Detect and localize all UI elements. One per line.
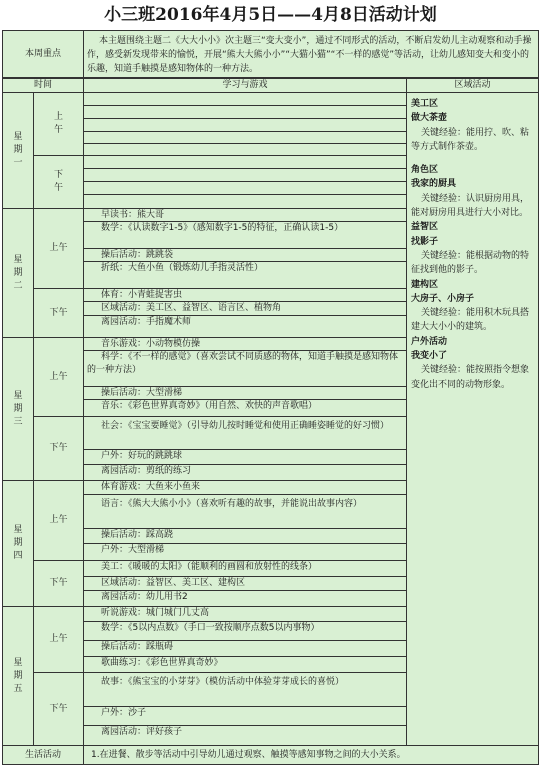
area-heading: 户外活动 bbox=[411, 336, 448, 347]
area-subheading: 我变小了 bbox=[411, 351, 448, 362]
activity-row: 户外：沙子 bbox=[83, 706, 407, 726]
activity-row: 音乐：《彩色世界真奇妙》（用自然、欢快的声音歌唱） bbox=[83, 399, 407, 417]
wed-pm: 下午 bbox=[33, 416, 84, 481]
fri-pm: 下午 bbox=[33, 672, 84, 746]
tue-pm: 下午 bbox=[33, 288, 84, 338]
activity-row: 体育：小青蛙捉害虫 bbox=[83, 288, 407, 302]
fri-am: 上午 bbox=[33, 606, 84, 673]
activity-row: 社会：《宝宝要睡觉》（引导幼儿按时睡觉和使用正确睡姿睡觉的好习惯） bbox=[83, 416, 407, 450]
activity-row: 数学：《5以内点数》（手口一致按顺序点数5以内事物） bbox=[83, 621, 407, 641]
tue-am: 上午 bbox=[33, 208, 84, 289]
empty-row bbox=[83, 105, 407, 119]
activity-row: 操后活动：跳跳袋 bbox=[83, 248, 407, 262]
area-desc: 关键经验：认识厨房用具，能对厨房用具进行大小对比。 bbox=[411, 193, 530, 219]
header-area: 区域活动 bbox=[406, 78, 539, 93]
area-heading: 美工区 bbox=[411, 99, 439, 109]
activity-row: 操后活动：踩瓶碍 bbox=[83, 640, 407, 657]
mon-pm: 下午 bbox=[33, 155, 84, 209]
focus-label: 本周重点 bbox=[2, 30, 84, 78]
header-time: 时间 bbox=[2, 78, 84, 93]
day-mon: 星期一 bbox=[2, 92, 34, 209]
activity-row: 离园活动：手指魔术师 bbox=[83, 315, 407, 338]
empty-row bbox=[83, 181, 407, 195]
activity-row: 音乐游戏：小动物模仿操 bbox=[83, 337, 407, 351]
day-fri: 星期五 bbox=[2, 606, 34, 746]
activity-row: 美工：《暖暖的太阳》（能顺利的画圆和放射性的线条） bbox=[83, 560, 407, 577]
activity-row: 语言：《熊大大熊小小》（喜欢听有趣的故事，并能说出故事内容） bbox=[83, 494, 407, 529]
area-heading: 益智区 bbox=[411, 222, 439, 233]
activity-row: 折纸：大鱼小鱼（锻炼幼儿手指灵活性） bbox=[83, 261, 407, 289]
empty-row bbox=[83, 194, 407, 209]
empty-row bbox=[83, 155, 407, 169]
area-desc: 关键经验：能用拧、吹、粘等方式制作茶壶。 bbox=[411, 127, 530, 152]
activity-row: 体育游戏：大鱼来小鱼来 bbox=[83, 480, 407, 495]
activity-row: 听说游戏：城门城门几丈高 bbox=[83, 606, 407, 622]
day-thu: 星期四 bbox=[2, 480, 34, 607]
empty-row bbox=[83, 118, 407, 132]
page-title: 小三班2016年4月5日——4月8日活动计划 bbox=[104, 5, 437, 25]
activity-row: 操后活动：踩高跷 bbox=[83, 528, 407, 544]
focus-text: 本主题围绕主题二《大大小小》次主题三“变大变小”，通过不同形式的活动，不断启发幼儿主动观察和动手操作，感受新发现带来的愉悦，开展“熊大大熊小小”“大猫小猫”“不一样的感觉”等活动，让幼儿感知变大和变小的乐趣，知道手触摸是感知物体的一种方法。 bbox=[83, 30, 539, 78]
wed-am: 上午 bbox=[33, 337, 84, 417]
area-desc: 关键经验：能按照指令想象变化出不同的动物形象。 bbox=[411, 365, 530, 390]
header-study: 学习与游戏 bbox=[83, 78, 407, 93]
day-tue: 星期二 bbox=[2, 208, 34, 338]
mon-am: 上午 bbox=[33, 92, 84, 156]
area-heading: 建构区 bbox=[411, 279, 439, 290]
life-text: 1.在进餐、散步等活动中引导幼儿通过观察、触摸等感知事物之间的大小关系。 bbox=[83, 745, 539, 765]
activity-row: 区域活动：美工区、益智区、语言区、植物角 bbox=[83, 301, 407, 316]
activity-row: 歌曲练习：《彩色世界真奇妙》 bbox=[83, 656, 407, 673]
empty-row bbox=[83, 168, 407, 182]
activity-row: 户外：好玩的跳跳球 bbox=[83, 449, 407, 465]
area-subheading: 大房子、小房子 bbox=[411, 293, 475, 304]
day-wed: 星期三 bbox=[2, 337, 34, 481]
area-desc: 关键经验：能用积木玩具搭建大大小小的建筑。 bbox=[411, 308, 530, 333]
activity-row: 离园活动：幼儿用书2 bbox=[83, 590, 407, 607]
thu-pm: 下午 bbox=[33, 560, 84, 607]
area-subheading: 找影子 bbox=[411, 236, 439, 247]
activity-row: 故事：《熊宝宝的小芽芽》（模仿活动中体验芽芽成长的喜悦） bbox=[83, 672, 407, 707]
area-subheading: 做大茶壶 bbox=[411, 113, 448, 124]
area-heading: 角色区 bbox=[411, 165, 439, 176]
activity-row: 早读书：熊大哥 bbox=[83, 208, 407, 222]
activity-row: 户外：大型滑梯 bbox=[83, 543, 407, 561]
activity-row: 操后活动：大型滑梯 bbox=[83, 386, 407, 400]
area-desc: 关键经验：能根据动物的特征找到他的影子。 bbox=[411, 250, 530, 276]
activity-row: 区域活动：益智区、美工区、建构区 bbox=[83, 576, 407, 591]
activity-row: 离园活动：评好孩子 bbox=[83, 725, 407, 746]
area-subheading: 我家的厨具 bbox=[411, 179, 457, 190]
empty-row bbox=[83, 92, 407, 106]
activity-row: 离园活动：剪纸的练习 bbox=[83, 464, 407, 481]
life-label: 生活活动 bbox=[2, 745, 84, 765]
area-activities bbox=[406, 92, 539, 746]
activity-row: 数学：《认读数字1-5》（感知数字1-5的特征，正确认读1-5） bbox=[83, 221, 407, 249]
activity-row: 科学：《不一样的感觉》（喜欢尝试不同质感的物体，知道手触摸是感知物体的一种方法） bbox=[83, 350, 407, 387]
thu-am: 上午 bbox=[33, 480, 84, 561]
